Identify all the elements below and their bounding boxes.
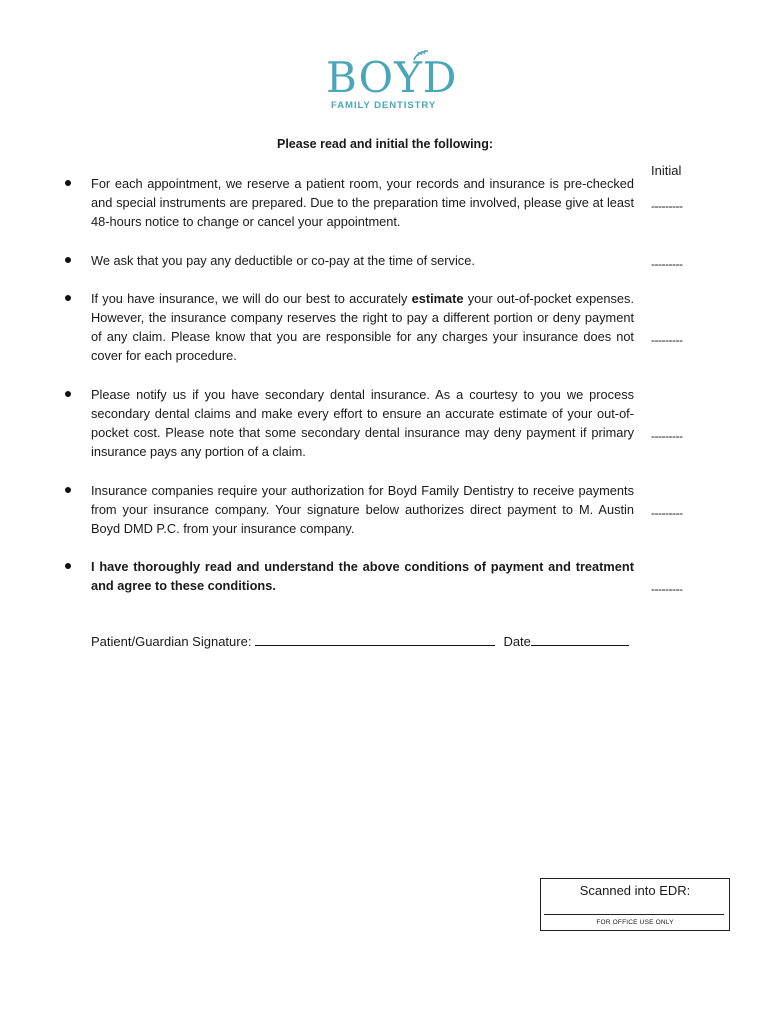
bullet-icon [65, 180, 71, 186]
initial-field[interactable]: --------- [651, 506, 683, 520]
date-field[interactable] [531, 633, 629, 646]
text-segment: Insurance companies require your authorization for Boyd Family Dentistry to receive payments from your insurance company. Your signature below authorizes direct payment to M. Austin Boyd DMD P.C. from your insurance company. [91, 483, 634, 536]
bold-text: estimate [411, 291, 464, 306]
logo-tagline: FAMILY DENTISTRY [331, 100, 437, 111]
signature-row [91, 633, 629, 649]
logo-wordmark: BOYD [326, 53, 458, 102]
bold-text: I have thoroughly read and understand the above conditions of payment and treatment and agree to these conditions. [91, 559, 634, 593]
condition-text [91, 481, 634, 538]
text-segment: Please notify us if you have secondary dental insurance. As a courtesy to you we process secondary dental claims and make every effort to ensure an accurate estimate of your out-of-pocket cost. Please note that some secondary dental insurance may deny payment if primary insurance pays any portion of a claim. [91, 387, 634, 459]
condition-text [91, 557, 634, 595]
condition-text [91, 385, 634, 461]
bullet-icon [65, 563, 71, 569]
text-segment: We ask that you pay any deductible or co-pay at the time of service. [91, 253, 475, 268]
bullet-icon [65, 391, 71, 397]
condition-text [91, 251, 634, 270]
condition-text [91, 174, 634, 231]
initial-field[interactable]: --------- [651, 582, 683, 596]
bullet-icon [65, 257, 71, 263]
initial-field[interactable]: --------- [651, 429, 683, 443]
initial-field[interactable]: --------- [651, 257, 683, 271]
office-use-box [540, 878, 730, 931]
office-use-note: FOR OFFICE USE ONLY [596, 919, 674, 926]
office-signature-line[interactable] [544, 914, 724, 915]
bullet-icon [65, 295, 71, 301]
office-box-title: Scanned into EDR: [579, 883, 691, 898]
condition-text [91, 289, 634, 365]
page-heading: Please read and initial the following: [276, 137, 493, 151]
initial-column-header: Initial [651, 163, 682, 178]
date-label: Date [503, 634, 531, 649]
text-segment: For each appointment, we reserve a patient room, your records and insurance is pre-checked and special instruments are prepared. Due to the preparation time involved, please give at least 48-hours notice to change or cancel your appointment. [91, 176, 634, 229]
text-segment: your out-of-pocket expenses. However, the insurance company reserves the right to pay a different portion or deny payment of any claim. Please know that you are responsible for any charges your insurance does not cover for each procedure. [91, 291, 634, 363]
bullet-icon [65, 487, 71, 493]
boyd-logo [326, 53, 458, 114]
text-segment: If you have insurance, we will do our best to accurately [91, 291, 412, 306]
signature-field[interactable] [255, 633, 495, 646]
initial-field[interactable]: --------- [651, 333, 683, 347]
initial-field[interactable]: --------- [651, 199, 683, 213]
signature-label: Patient/Guardian Signature: [91, 634, 252, 649]
